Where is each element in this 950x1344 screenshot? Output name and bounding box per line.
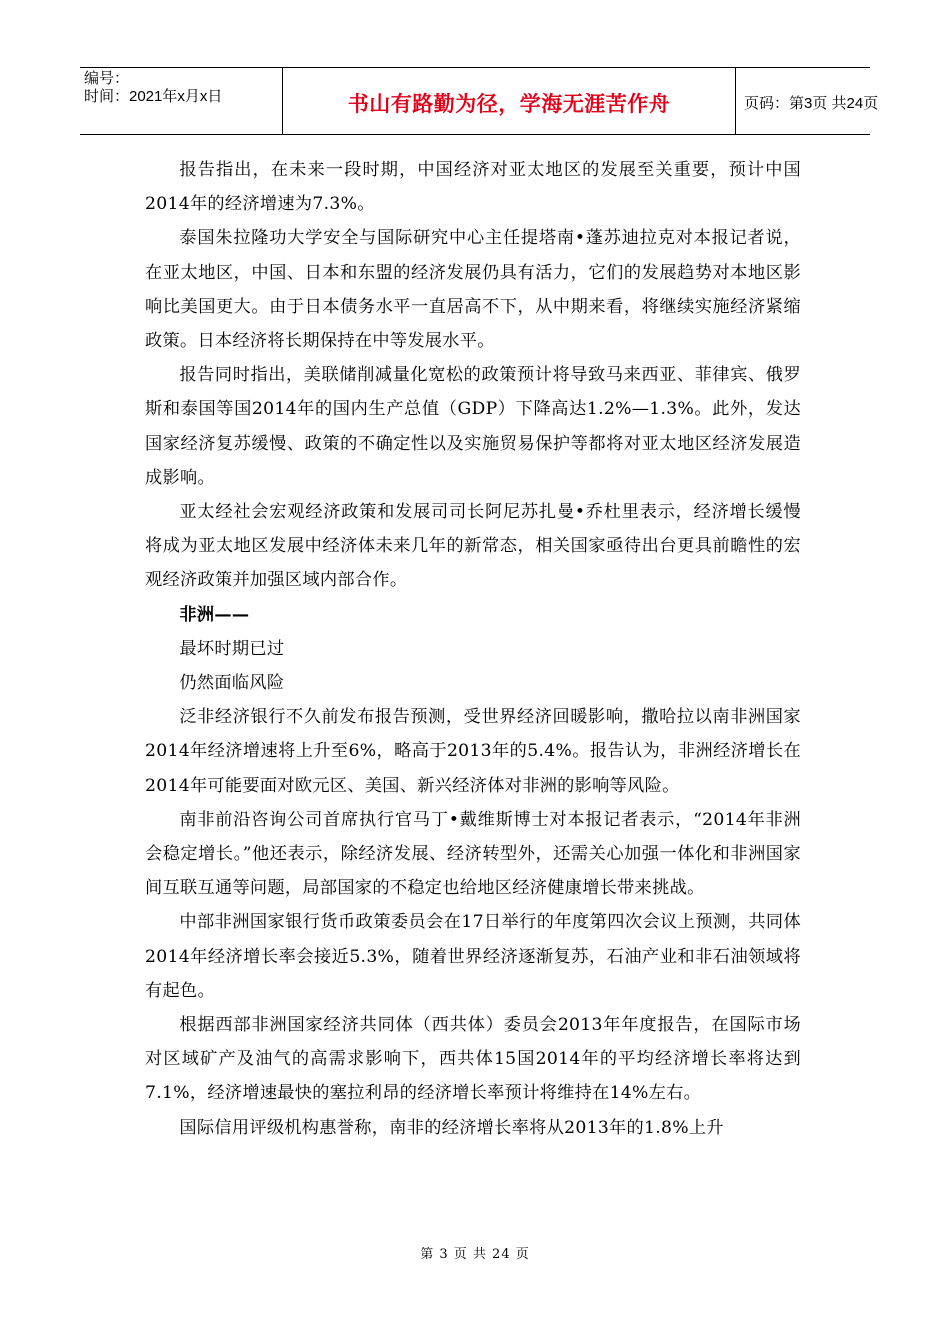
section-subtitle: 仍然面临风险 xyxy=(179,673,285,694)
paragraph: 报告同时指出，美联储削减量化宽松的政策预计将导致马来西亚、菲律宾、俄罗斯和泰国等国2014年的国内生产总值（GDP）下降高达1.2%—1.3%。此外，发达国家经济复苏缓慢、政策的不确定性以及实施贸易保护等都将对亚太地区经济发展造成影响。 xyxy=(145,365,801,488)
document-body xyxy=(145,153,801,1145)
paragraph: 亚太经社会宏观经济政策和发展司司长阿尼苏扎曼•乔杜里表示，经济增长缓慢将成为亚太地区发展中经济体未来几年的新常态，相关国家亟待出台更具前瞻性的宏观经济政策并加强区域内部合作。 xyxy=(145,502,801,591)
document-date: 时间：2021年x月x日 xyxy=(84,88,223,105)
paragraph: 报告指出，在未来一段时期，中国经济对亚太地区的发展至关重要，预计中国2014年的经济增速为7.3%。 xyxy=(145,160,801,215)
document-code-label: 编号： xyxy=(84,70,130,87)
document-header xyxy=(80,67,879,135)
header-motto: 书山有路勤为径，学海无涯苦作舟 xyxy=(347,92,671,116)
section-heading-africa: 非洲—— xyxy=(179,604,250,625)
page-footer: 第 3 页 共 24 页 xyxy=(420,1247,530,1262)
header-motto-cell xyxy=(282,68,736,134)
paragraph: 南非前沿咨询公司首席执行官马丁•戴维斯博士对本报记者表示，“2014年非洲会稳定增长。”他还表示，除经济发展、经济转型外，还需关心加强一体化和非洲国家间互联互通等问题，局部国家的不稳定也给地区经济健康增长带来挑战。 xyxy=(145,809,801,899)
paragraph: 泛非经济银行不久前发布报告预测，受世界经济回暖影响，撒哈拉以南非洲国家2014年经济增速将上升至6%，略高于2013年的5.4%。报告认为，非洲经济增长在2014年可能要面对欧元区、美国、新兴经济体对非洲的影响等风险。 xyxy=(145,707,801,796)
paragraph: 根据西部非洲国家经济共同体（西共体）委员会2013年年度报告，在国际市场对区域矿产及油气的高需求影响下，西共体15国2014年的平均经济增长率将达到7.1%，经济增速最快的塞拉利昂的经济增长率预计将维持在14%左右。 xyxy=(145,1015,801,1104)
paragraph: 泰国朱拉隆功大学安全与国际研究中心主任提塔南•蓬苏迪拉克对本报记者说，在亚太地区，中国、日本和东盟的经济发展仍具有活力，它们的发展趋势对本地区影响比美国更大。由于日本债务水平一直居高不下，从中期来看，将继续实施经济紧缩政策。日本经济将长期保持在中等发展水平。 xyxy=(145,228,801,352)
paragraph: 国际信用评级机构惠誉称，南非的经济增长率将从2013年的1.8%上升 xyxy=(179,1117,724,1138)
section-subtitle: 最坏时期已过 xyxy=(179,638,285,659)
header-page-cell xyxy=(736,68,879,134)
header-page-info: 页码：第3页 共24页 xyxy=(744,95,879,112)
header-meta-cell xyxy=(80,68,282,134)
paragraph: 中部非洲国家银行货币政策委员会在17日举行的年度第四次会议上预测，共同体2014年经济增长率会接近5.3%，随着世界经济逐渐复苏，石油产业和非石油领域将有起色。 xyxy=(145,912,801,1001)
